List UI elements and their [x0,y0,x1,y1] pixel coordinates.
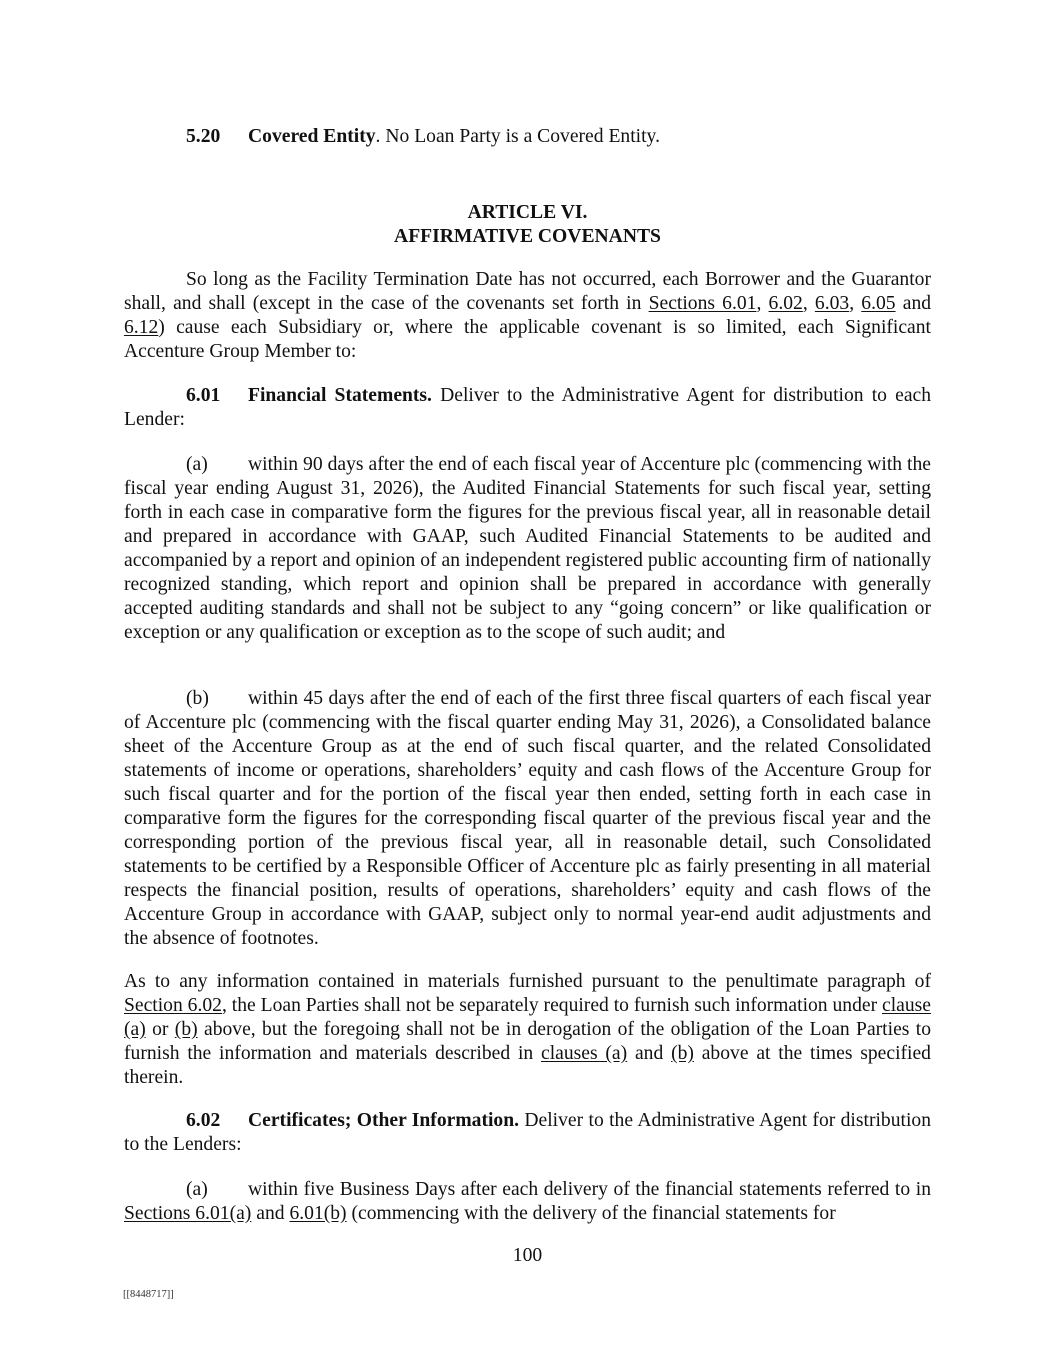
intro-text: , [756,293,769,314]
article-number: ARTICLE VI. [467,202,588,223]
paragraph-text: above, but the foregoing shall not be in derogation of the obligation of the Loan Parties to furnish the information and materials described in [124,1019,931,1064]
cross-reference-link[interactable]: Section 6.02 [124,995,222,1016]
paragraph-text: As to any information contained in materials furnished pursuant to the penultimate paragraph of [124,971,931,992]
cross-reference-link[interactable]: (b) [174,1019,198,1040]
paragraph-text: and [627,1043,672,1064]
cross-reference-link[interactable]: Sections 6.01 [648,293,757,314]
section-text: Deliver to the Administrative Agent for distribution to each Lender: [124,385,932,430]
intro-paragraph [124,268,931,364]
section-title: Covered Entity [248,126,376,147]
paragraph-text: above at the times specified therein. [124,1043,931,1088]
section-number: 5.20 [186,126,221,147]
cross-reference-link[interactable]: 6.05 [861,293,896,314]
section-title: Certificates; Other Information. [248,1110,520,1131]
as-to-paragraph [124,970,931,1090]
clause-text: (commencing with the delivery of the financial statements for [346,1203,836,1224]
article-heading [124,201,931,249]
cross-reference-link[interactable]: 6.03 [814,293,850,314]
paragraph-text: or [145,1019,175,1040]
section-title: Financial Statements. [248,385,432,406]
cross-reference-link[interactable]: Sections 6.01(a) [124,1203,252,1224]
clause-text: and [251,1203,290,1224]
section-5-20 [124,125,931,149]
intro-text: and [895,293,932,314]
section-text: . No Loan Party is a Covered Entity. [375,126,660,147]
cross-reference-link[interactable]: 6.02 [768,293,803,314]
clause-6-02-a [124,1178,931,1226]
clause-6-01-b [124,687,931,951]
section-text: Deliver to the Administrative Agent for distribution to the Lenders: [124,1110,931,1155]
intro-text: So long as the Facility Termination Date has not occurred, each Borrower and the Guarantor shall, and shall (except in the case of the covenants set forth in [124,269,931,314]
section-number: 6.02 [186,1110,221,1131]
document-id: [[8448717]] [123,1289,174,1300]
intro-text: , [802,293,815,314]
article-title: AFFIRMATIVE COVENANTS [394,226,661,247]
paragraph-text: , the Loan Parties shall not be separately required to furnish such information under [221,995,883,1016]
clause-label: (a) [186,1179,208,1200]
cross-reference-link[interactable]: (b) [671,1043,694,1064]
clause-text: within five Business Days after each delivery of the financial statements referred to in [248,1179,931,1200]
page-number: 100 [512,1245,543,1266]
intro-text: ) cause each Subsidiary or, where the applicable covenant is so limited, each Significant Accenture Group Member to: [124,317,931,362]
clause-text: within 45 days after the end of each of the first three fiscal quarters of each fiscal year of Accenture plc (commencing with the fiscal quarter ending May 31, 2026), a Consolidated balance sheet of the Accenture Group as at the end of such fiscal quarter, and the related Consolidated statements of income or operations, shareholders’ equity and cash flows of the Accenture Group for such fiscal quarter and for the portion of the fiscal year then ended, setting forth in each case in comparative form the figures for the corresponding fiscal quarter of the previous fiscal year and the corresponding portion of the previous fiscal year, all in reasonable detail, such Consolidated statements to be certified by a Responsible Officer of Accenture plc as fairly presenting in all material respects the financial position, results of operations, shareholders’ equity and cash flows of the Accenture Group in accordance with GAAP, subject only to normal year-end audit adjustments and the absence of footnotes. [124,688,931,949]
clause-text: within 90 days after the end of each fiscal year of Accenture plc (commencing with the fiscal year ending August 31, 2026), the Audited Financial Statements for such fiscal year, setting forth in each case in comparative form the figures for the previous fiscal year, all in reasonable detail and prepared in accordance with GAAP, such Audited Financial Statements to be audited and accompanied by a report and opinion of an independent registered public accounting firm of nationally recognized standing, which report and opinion shall be prepared in accordance with generally accepted auditing standards and shall not be subject to any “going concern” or like qualification or exception or any qualification or exception as to the scope of such audit; and [124,454,931,643]
section-6-01 [124,384,931,432]
section-6-02 [124,1109,931,1157]
cross-reference-link[interactable]: clauses (a) [541,1043,628,1064]
section-number: 6.01 [186,385,221,406]
clause-label: (b) [186,688,209,709]
cross-reference-link[interactable]: 6.01(b) [289,1203,347,1224]
cross-reference-link[interactable]: 6.12 [124,317,159,338]
clause-label: (a) [186,454,208,475]
cross-reference-link[interactable]: clause (a) [124,995,931,1040]
clause-6-01-a [124,453,931,645]
intro-text: , [849,293,862,314]
